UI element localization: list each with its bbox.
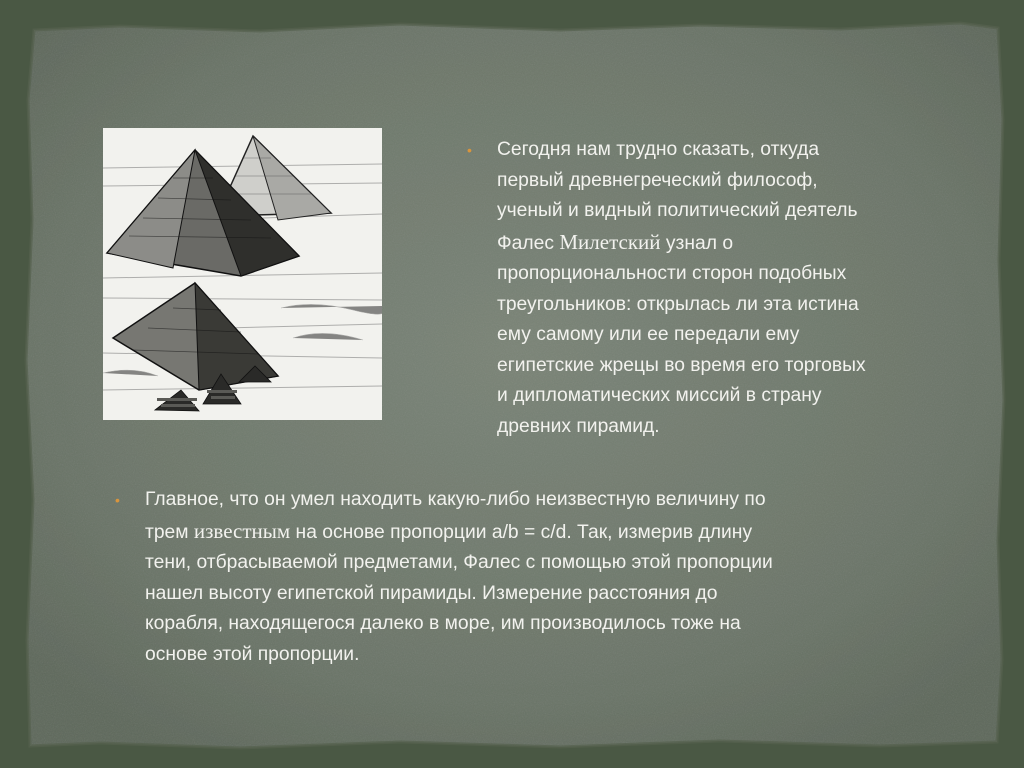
text-line: первый древнегреческий философ,: [497, 169, 818, 191]
text-line: Главное, что он умел находить какую-либо неизвестную величину по: [145, 489, 766, 510]
bullet-marker: •: [115, 492, 120, 508]
text-line: треугольников: открылась ли эта истина: [497, 293, 859, 315]
text-line: нашел высоту египетской пирамиды. Измерение расстояния до: [145, 582, 718, 604]
text-line: и дипломатических миссий в страну: [497, 385, 822, 406]
text-line: трем: [145, 521, 194, 543]
text-line: пропорциональности сторон подобных: [497, 263, 847, 284]
emphasized-word: Милетский: [559, 229, 661, 254]
text-line: на основе пропорции a/b = c/d. Так, измерив длину: [290, 521, 753, 543]
bullet-marker: •: [467, 142, 472, 158]
text-line: узнал о: [660, 232, 734, 254]
bullet-item-1: [467, 135, 967, 442]
bullet-item-2: [115, 485, 915, 670]
bullet-text: [497, 135, 967, 442]
text-line: египетские жрецы во время его торговых: [497, 354, 866, 376]
emphasized-word: известным: [193, 518, 291, 543]
bullet-text: [145, 485, 915, 670]
text-line: древних пирамид.: [497, 415, 660, 437]
text-line: ученый и видный политический деятель: [497, 200, 858, 221]
pyramids-illustration: [103, 128, 382, 420]
text-line: Фалес: [497, 232, 560, 254]
text-line: корабля, находящегося далеко в море, им производилось тоже на: [145, 613, 741, 634]
text-line: Сегодня нам трудно сказать, откуда: [497, 139, 820, 160]
text-line: ему самому или ее передали ему: [497, 324, 800, 345]
text-line: тени, отбрасываемой предметами, Фалес с помощью этой пропорции: [145, 552, 773, 573]
text-line: основе этой пропорции.: [145, 643, 360, 665]
